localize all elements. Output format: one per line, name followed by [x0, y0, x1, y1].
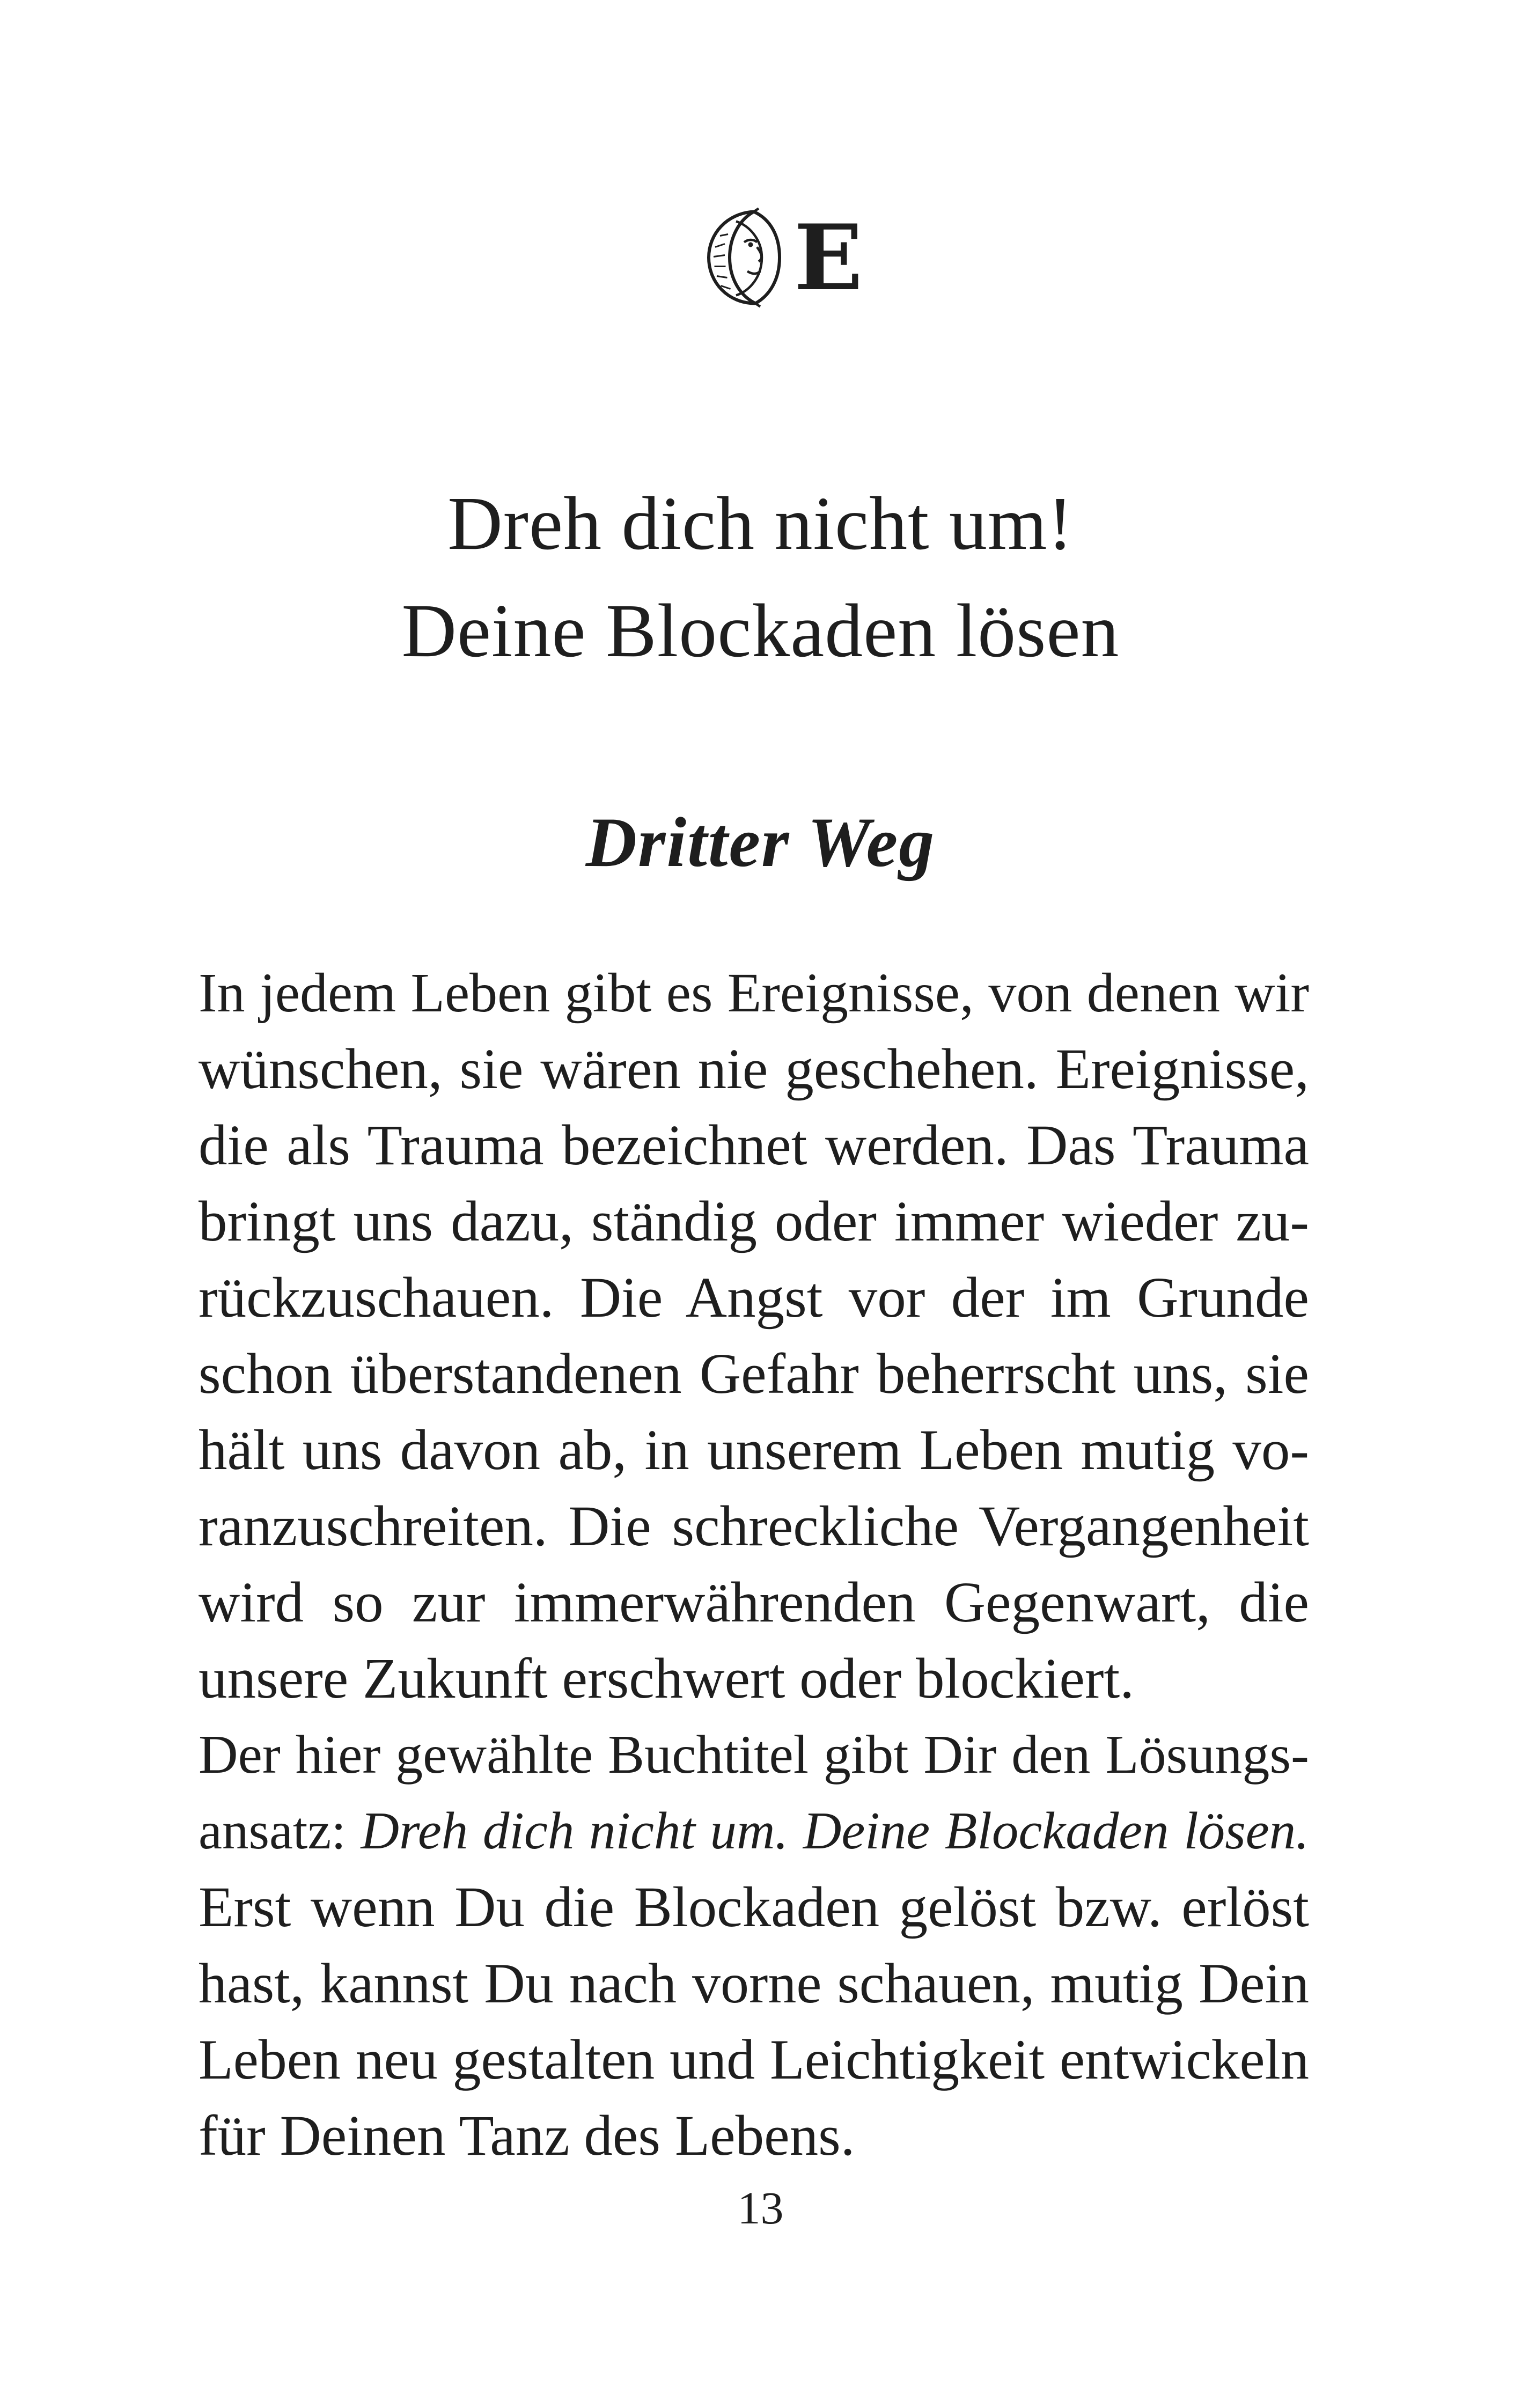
page-number: 13: [737, 2182, 784, 2234]
crescent-moon-face-icon: [704, 207, 784, 309]
body-line: wird so zur immerwährenden Gegenwart, die: [199, 1571, 1309, 1634]
body-line: unsere Zukunft erschwert oder blockiert.: [199, 1647, 1135, 1710]
body-line: ranzuschreiten. Die schreckliche Vergangenheit: [199, 1495, 1309, 1558]
body-line: Der hier gewählte Buchtitel gibt Dir den Lösungs-: [199, 1724, 1309, 1785]
body-line: für Deinen Tanz des Lebens.: [199, 2104, 855, 2168]
body-line: wünschen, sie wären nie geschehen. Ereignisse,: [199, 1038, 1309, 1101]
chapter-emblem: [695, 199, 872, 317]
body-line: die als Trauma bezeichnet werden. Das Trauma: [199, 1114, 1309, 1177]
chapter-title: [161, 469, 1360, 684]
chapter-title-line-1: Dreh dich nicht um!: [447, 481, 1074, 566]
body-line: hast, kannst Du nach vorne schauen, mutig Dein: [199, 1952, 1309, 2015]
body-line: In jedem Leben gibt es Ereignisse, von denen wir: [199, 962, 1309, 1024]
body-line: Leben neu gestalten und Leichtigkeit entwickeln: [199, 2028, 1309, 2091]
body-paragraph: [199, 955, 1309, 2174]
body-line: hält uns davon ab, in unserem Leben mutig vo-: [199, 1419, 1309, 1482]
body-line: rückzuschauen. Die Angst vor der im Grunde: [199, 1266, 1309, 1330]
book-title-italic: Dreh dich nicht um. Deine Blockaden lösen.: [361, 1802, 1309, 1860]
body-line-ansatz: [199, 1793, 1309, 1869]
body-line: bringt uns dazu, ständig oder immer wieder zu-: [199, 1190, 1309, 1253]
body-line: schon überstandenen Gefahr beherrscht uns, sie: [199, 1342, 1309, 1406]
chapter-subtitle: Dritter Weg: [585, 803, 936, 882]
body-line: Erst wenn Du die Blockaden gelöst bzw. erlöst: [199, 1876, 1309, 1939]
chapter-title-line-2: Deine Blockaden lösen: [401, 588, 1120, 673]
emblem-letter: E: [793, 204, 863, 311]
ansatz-prefix: ansatz:: [199, 1802, 361, 1860]
